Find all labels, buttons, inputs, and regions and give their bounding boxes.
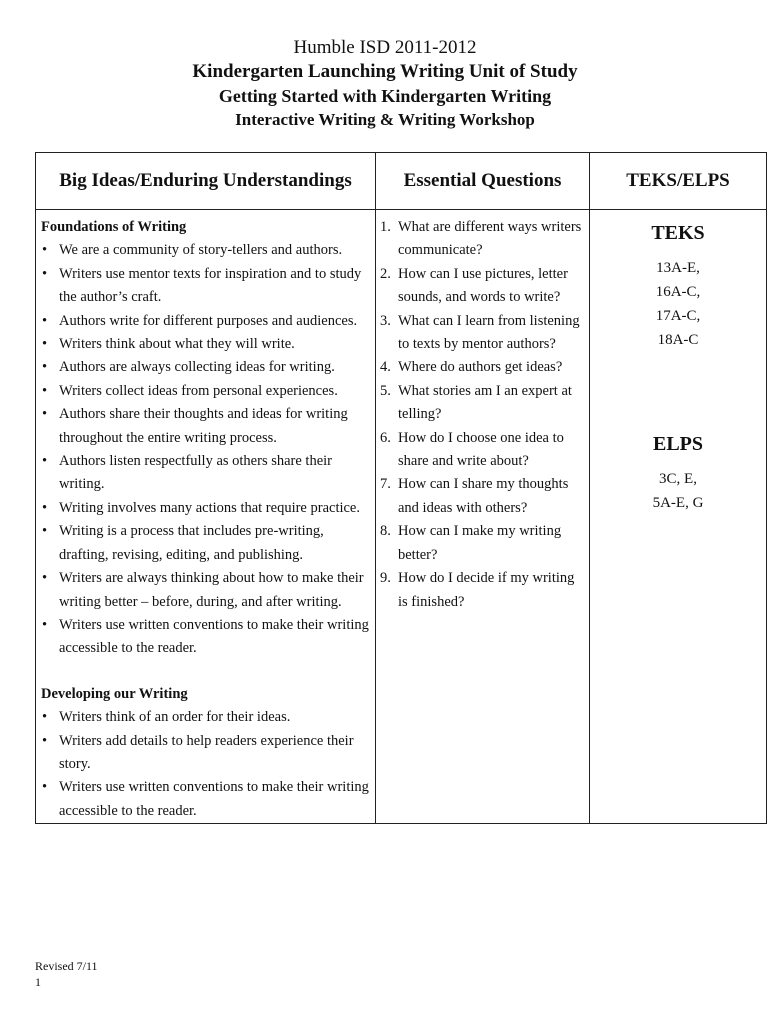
unit-table: [35, 152, 767, 824]
bullet-icon: •: [42, 709, 48, 726]
question-item: [380, 263, 585, 310]
question-text: How do I choose one idea to share and write about?: [398, 429, 564, 470]
list-item: [41, 239, 369, 262]
table-content-row: [36, 210, 767, 824]
list-item-text: Writers use mentor texts for inspiration and to study the author’s craft.: [59, 265, 362, 306]
page-number: 1: [35, 975, 41, 989]
district-year: Humble ISD 2011-2012: [293, 37, 477, 58]
list-item-text: Writers think about what they will write.: [59, 336, 295, 353]
teks-standard: 17A-C,: [655, 308, 701, 324]
question-number: 4.: [380, 359, 391, 376]
bullet-icon: •: [42, 265, 48, 282]
list-item-text: Writers add details to help readers experience their story.: [59, 732, 354, 772]
bullet-icon: •: [42, 570, 48, 587]
question-number: 7.: [380, 476, 391, 493]
question-number: 9.: [380, 570, 391, 587]
question-number: 6.: [380, 429, 391, 446]
teks-list: [590, 256, 766, 352]
question-text: How can I use pictures, letter sounds, and words to write?: [398, 265, 568, 306]
question-text: What are different ways writers communicate?: [398, 219, 582, 259]
bullet-icon: •: [42, 499, 48, 516]
question-item: [380, 216, 585, 263]
question-number: 1.: [380, 219, 391, 235]
question-text: How can I share my thoughts and ideas with others?: [398, 476, 569, 516]
question-number: 2.: [380, 265, 391, 282]
question-text: What stories am I an expert at telling?: [398, 382, 572, 423]
question-item: [380, 520, 585, 567]
essential-questions-list: [376, 210, 589, 614]
teks-standard: 13A-E,: [656, 260, 700, 276]
big-ideas-cell: [36, 210, 376, 824]
list-item-text: Authors write for different purposes and audiences.: [59, 312, 358, 329]
list-item-text: Writers use written conventions to make their writing accessible to the reader.: [59, 616, 369, 657]
question-text: Where do authors get ideas?: [398, 359, 563, 376]
list-item: [41, 450, 369, 497]
table-header-row: [36, 153, 767, 210]
list-item: [41, 567, 369, 614]
list-item-text: Writers are always thinking about how to make their writing better – before, during, and after writing.: [59, 570, 364, 610]
elps-standard: 3C, E,: [659, 471, 697, 487]
big-ideas-bullets: [41, 239, 369, 660]
list-item: [41, 333, 369, 356]
list-item: [41, 310, 369, 333]
teks-label: TEKS: [651, 222, 705, 244]
list-item-text: Writers think of an order for their ideas.: [59, 709, 291, 726]
essential-questions-cell: [376, 210, 590, 824]
document-header: [0, 36, 770, 132]
unit-subtitle: Getting Started with Kindergarten Writing: [218, 86, 552, 106]
section-title: Developing our Writing: [41, 685, 188, 702]
section-title: Foundations of Writing: [41, 219, 187, 235]
bullet-icon: •: [42, 382, 48, 399]
list-item: [41, 380, 369, 403]
list-item-text: Writers use written conventions to make their writing accessible to the reader.: [59, 779, 369, 819]
list-item-text: Writing involves many actions that require practice.: [59, 499, 360, 516]
header-big-ideas: Big Ideas/Enduring Understandings: [36, 153, 376, 210]
page-footer: [35, 958, 98, 990]
list-item: [41, 403, 369, 450]
question-number: 8.: [380, 523, 391, 540]
question-item: [380, 473, 585, 520]
list-item: [41, 497, 369, 520]
question-item: [380, 567, 585, 614]
list-item: [41, 520, 369, 567]
list-item-text: We are a community of story-tellers and authors.: [59, 242, 343, 259]
teks-standard: 18A-C: [657, 332, 699, 348]
teks-standard: 16A-C,: [655, 284, 701, 300]
bullet-icon: •: [42, 406, 48, 423]
elps-list: [590, 467, 766, 515]
question-text: How can I make my writing better?: [398, 523, 562, 563]
big-ideas-list: [36, 210, 375, 823]
list-item: [41, 614, 369, 661]
list-item-text: Authors listen respectfully as others share their writing.: [59, 453, 333, 493]
header-essential-questions: Essential Questions: [376, 153, 590, 210]
bullet-icon: •: [42, 312, 48, 329]
list-item: [41, 776, 369, 823]
unit-focus: Interactive Writing & Writing Workshop: [235, 110, 535, 129]
question-item: [380, 427, 585, 474]
list-item-text: Writing is a process that includes pre-writing, drafting, revising, editing, and publishing.: [59, 523, 324, 563]
question-number: 3.: [380, 312, 391, 329]
list-item-text: Writers collect ideas from personal experiences.: [59, 382, 338, 399]
list-item-text: Authors share their thoughts and ideas for writing throughout the entire writing process.: [59, 406, 348, 446]
bullet-icon: •: [42, 523, 48, 540]
teks-elps-cell: [590, 210, 767, 824]
revision-date: Revised 7/11: [35, 959, 98, 973]
elps-standard: 5A-E, G: [652, 495, 704, 511]
list-item-text: Authors are always collecting ideas for writing.: [59, 359, 335, 376]
question-item: [380, 380, 585, 427]
unit-title: Kindergarten Launching Writing Unit of Study: [192, 61, 578, 82]
bullet-icon: •: [42, 242, 48, 259]
bullet-icon: •: [42, 336, 48, 353]
list-item: [41, 730, 369, 777]
list-item: [41, 263, 369, 310]
question-item: [380, 310, 585, 357]
question-text: How do I decide if my writing is finished?: [398, 570, 575, 610]
bullet-icon: •: [42, 779, 48, 796]
question-item: [380, 356, 585, 379]
bullet-icon: •: [42, 732, 48, 749]
bullet-icon: •: [42, 359, 48, 376]
question-text: What can I learn from listening to texts by mentor authors?: [398, 312, 580, 353]
bullet-icon: •: [42, 616, 48, 633]
list-item: [41, 706, 369, 729]
list-item: [41, 356, 369, 379]
elps-label: ELPS: [652, 433, 704, 455]
question-number: 5.: [380, 382, 391, 399]
bullet-icon: •: [42, 453, 48, 470]
header-teks-elps: TEKS/ELPS: [590, 153, 767, 210]
big-ideas-bullets: [41, 706, 369, 823]
